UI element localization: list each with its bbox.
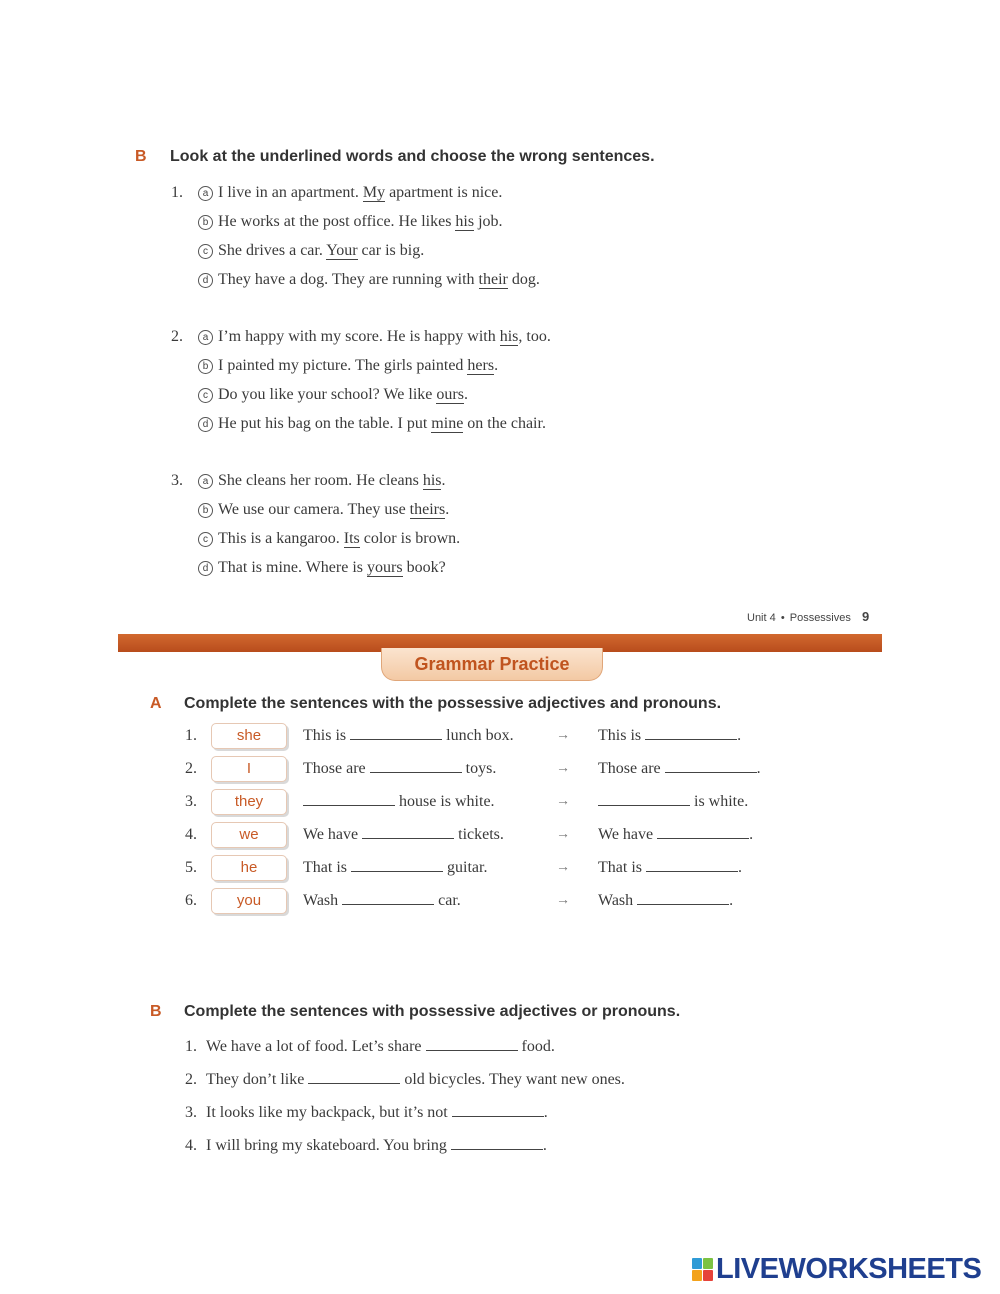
- logo-text: LIVEWORKSHEETS: [716, 1252, 982, 1285]
- pronoun-word-box: we: [211, 822, 287, 848]
- pronoun-word-box: she: [211, 723, 287, 749]
- sentence-text: That is: [303, 859, 347, 876]
- answer-blank[interactable]: [646, 859, 738, 872]
- left-sentence: [303, 859, 487, 877]
- answer-option[interactable]: [198, 386, 468, 404]
- section-b2-letter: B: [150, 1003, 162, 1020]
- underlined-word: ours: [436, 386, 464, 403]
- option-text: We use our camera. They use: [218, 501, 410, 518]
- answer-blank[interactable]: [342, 892, 434, 905]
- sentence-text: old bicycles. They want new ones.: [404, 1071, 625, 1088]
- answer-option[interactable]: [198, 472, 445, 490]
- answer-blank[interactable]: [452, 1104, 544, 1117]
- sentence-text: Wash: [598, 892, 634, 909]
- pronoun-word-box: I: [211, 756, 287, 782]
- sentence-text: .: [749, 826, 754, 843]
- section-a-letter: A: [150, 695, 162, 712]
- option-text: She drives a car.: [218, 242, 327, 259]
- sentence-text: They don’t like: [206, 1071, 305, 1088]
- sentence-text: house is white.: [399, 793, 495, 810]
- item-number: 4.: [185, 1137, 197, 1154]
- question-number: 1.: [171, 184, 183, 201]
- option-letter-icon: a: [198, 186, 213, 201]
- sentence-text: .: [738, 859, 742, 876]
- answer-option[interactable]: [198, 357, 498, 375]
- answer-blank[interactable]: [645, 727, 737, 740]
- right-sentence: [598, 793, 748, 811]
- section-b1-title: Look at the underlined words and choose the wrong sentences.: [170, 148, 655, 165]
- sentence-text: tickets.: [458, 826, 504, 843]
- right-arrow-icon: →: [556, 860, 570, 875]
- question-number: 2.: [171, 328, 183, 345]
- liveworksheets-logo: [692, 1254, 981, 1284]
- sentence-text: .: [543, 1104, 548, 1121]
- section-b2-title: Complete the sentences with possessive adjectives or pronouns.: [184, 1003, 681, 1020]
- option-text: , too.: [518, 328, 551, 345]
- exercise-item: [185, 1137, 547, 1155]
- answer-blank[interactable]: [451, 1137, 543, 1150]
- underlined-word: yours: [367, 559, 403, 576]
- option-text: He put his bag on the table. I put: [218, 415, 432, 432]
- answer-blank[interactable]: [303, 793, 395, 806]
- answer-blank[interactable]: [351, 859, 443, 872]
- option-text: car is big.: [357, 242, 425, 259]
- underlined-word: their: [478, 271, 508, 288]
- sentence-text: car.: [438, 892, 461, 909]
- right-sentence: [598, 727, 741, 745]
- sentence-text: food.: [521, 1038, 555, 1055]
- answer-option[interactable]: [198, 184, 502, 202]
- option-text: I live in an apartment.: [218, 184, 363, 201]
- exercise-item: [185, 1071, 625, 1089]
- logo-grid-icon: [692, 1258, 713, 1281]
- answer-blank[interactable]: [308, 1071, 400, 1084]
- question-number: 3.: [171, 472, 183, 489]
- sentence-text: .: [542, 1137, 547, 1154]
- sentence-text: guitar.: [447, 859, 488, 876]
- option-text: They have a dog. They are running with: [218, 271, 479, 288]
- section-b1-letter: B: [135, 148, 147, 165]
- sentence-text: lunch box.: [446, 727, 514, 744]
- exercise-item: [185, 1104, 548, 1122]
- sentence-text: That is: [598, 859, 642, 876]
- answer-blank[interactable]: [426, 1038, 518, 1051]
- option-letter-icon: b: [198, 215, 213, 230]
- option-letter-icon: d: [198, 561, 213, 576]
- sentence-text: toys.: [465, 760, 497, 777]
- section-a-title: Complete the sentences with the possessive adjectives and pronouns.: [184, 695, 722, 712]
- sentence-text: It looks like my backpack, but it’s not: [206, 1104, 448, 1121]
- answer-option[interactable]: [198, 501, 449, 519]
- option-text: job.: [474, 213, 503, 230]
- page-footer: [747, 609, 869, 624]
- underlined-word: theirs: [409, 501, 446, 518]
- pronoun-word-box: he: [211, 855, 287, 881]
- option-letter-icon: b: [198, 503, 213, 518]
- option-text: .: [463, 386, 468, 403]
- sentence-text: .: [737, 727, 742, 744]
- pronoun-word-box: you: [211, 888, 287, 914]
- item-number: 2.: [185, 1071, 197, 1088]
- option-text: She cleans her room. He cleans: [218, 472, 423, 489]
- answer-blank[interactable]: [657, 826, 749, 839]
- item-number: 1.: [185, 1038, 197, 1055]
- right-sentence: [598, 859, 742, 877]
- option-text: apartment is nice.: [385, 184, 503, 201]
- option-text: dog.: [507, 271, 540, 288]
- option-text: book?: [402, 559, 446, 576]
- answer-blank[interactable]: [665, 760, 757, 773]
- right-arrow-icon: →: [556, 794, 570, 809]
- answer-option[interactable]: [198, 530, 460, 548]
- underlined-word: Your: [326, 242, 358, 259]
- option-text: I’m happy with my score. He is happy with: [218, 328, 500, 345]
- underlined-word: his: [499, 328, 519, 345]
- exercise-item: [185, 1038, 555, 1056]
- sentence-text: This is: [598, 727, 642, 744]
- sentence-text: .: [729, 892, 734, 909]
- option-letter-icon: c: [198, 532, 213, 547]
- footer-bullet: •: [780, 612, 785, 624]
- option-letter-icon: a: [198, 474, 213, 489]
- option-text: That is mine. Where is: [218, 559, 367, 576]
- right-sentence: [598, 760, 761, 778]
- sentence-text: We have a lot of food. Let’s share: [206, 1038, 422, 1055]
- option-text: .: [445, 501, 450, 518]
- answer-option[interactable]: [198, 328, 551, 346]
- answer-blank[interactable]: [637, 892, 729, 905]
- footer-page-number: 9: [861, 609, 870, 624]
- right-arrow-icon: →: [556, 827, 570, 842]
- answer-option[interactable]: [198, 415, 546, 433]
- answer-option[interactable]: [198, 559, 446, 577]
- option-letter-icon: a: [198, 330, 213, 345]
- answer-blank[interactable]: [362, 826, 454, 839]
- row-number: 4.: [185, 826, 197, 843]
- option-text: .: [441, 472, 446, 489]
- option-letter-icon: b: [198, 359, 213, 374]
- left-sentence: [303, 760, 496, 778]
- option-text: This is a kangaroo.: [218, 530, 344, 547]
- underlined-word: mine: [431, 415, 464, 432]
- sentence-text: We have: [303, 826, 359, 843]
- pronoun-word-box: they: [211, 789, 287, 815]
- option-text: color is brown.: [359, 530, 461, 547]
- underlined-word: hers: [467, 357, 495, 374]
- left-sentence: [303, 793, 495, 811]
- sentence-text: Wash: [303, 892, 339, 909]
- underlined-word: Its: [343, 530, 360, 547]
- right-arrow-icon: →: [556, 761, 570, 776]
- left-sentence: [303, 727, 514, 745]
- option-letter-icon: c: [198, 388, 213, 403]
- sentence-text: I will bring my skateboard. You bring: [206, 1137, 447, 1154]
- row-number: 3.: [185, 793, 197, 810]
- row-number: 1.: [185, 727, 197, 744]
- left-sentence: [303, 826, 504, 844]
- option-text: He works at the post office. He likes: [218, 213, 456, 230]
- answer-blank[interactable]: [350, 727, 442, 740]
- answer-option[interactable]: [198, 213, 503, 231]
- answer-option[interactable]: [198, 242, 424, 260]
- sentence-text: is white.: [694, 793, 749, 810]
- left-sentence: [303, 892, 461, 910]
- right-arrow-icon: →: [556, 893, 570, 908]
- underlined-word: his: [455, 213, 475, 230]
- right-sentence: [598, 892, 733, 910]
- sentence-text: We have: [598, 826, 654, 843]
- footer-unit: Unit 4: [747, 612, 776, 624]
- option-letter-icon: d: [198, 273, 213, 288]
- answer-blank[interactable]: [370, 760, 462, 773]
- row-number: 6.: [185, 892, 197, 909]
- right-sentence: [598, 826, 753, 844]
- option-text: Do you like your school? We like: [218, 386, 437, 403]
- answer-blank[interactable]: [598, 793, 690, 806]
- footer-topic: Possessives: [789, 612, 851, 624]
- row-number: 2.: [185, 760, 197, 777]
- grammar-practice-banner: Grammar Practice: [381, 648, 603, 681]
- option-letter-icon: c: [198, 244, 213, 259]
- sentence-text: .: [756, 760, 761, 777]
- answer-option[interactable]: [198, 271, 540, 289]
- item-number: 3.: [185, 1104, 197, 1121]
- option-text: .: [494, 357, 499, 374]
- right-arrow-icon: →: [556, 728, 570, 743]
- sentence-text: Those are: [303, 760, 366, 777]
- underlined-word: his: [422, 472, 442, 489]
- sentence-text: Those are: [598, 760, 661, 777]
- row-number: 5.: [185, 859, 197, 876]
- sentence-text: This is: [303, 727, 347, 744]
- option-text: I painted my picture. The girls painted: [218, 357, 468, 374]
- option-text: on the chair.: [463, 415, 546, 432]
- option-letter-icon: d: [198, 417, 213, 432]
- underlined-word: My: [362, 184, 386, 201]
